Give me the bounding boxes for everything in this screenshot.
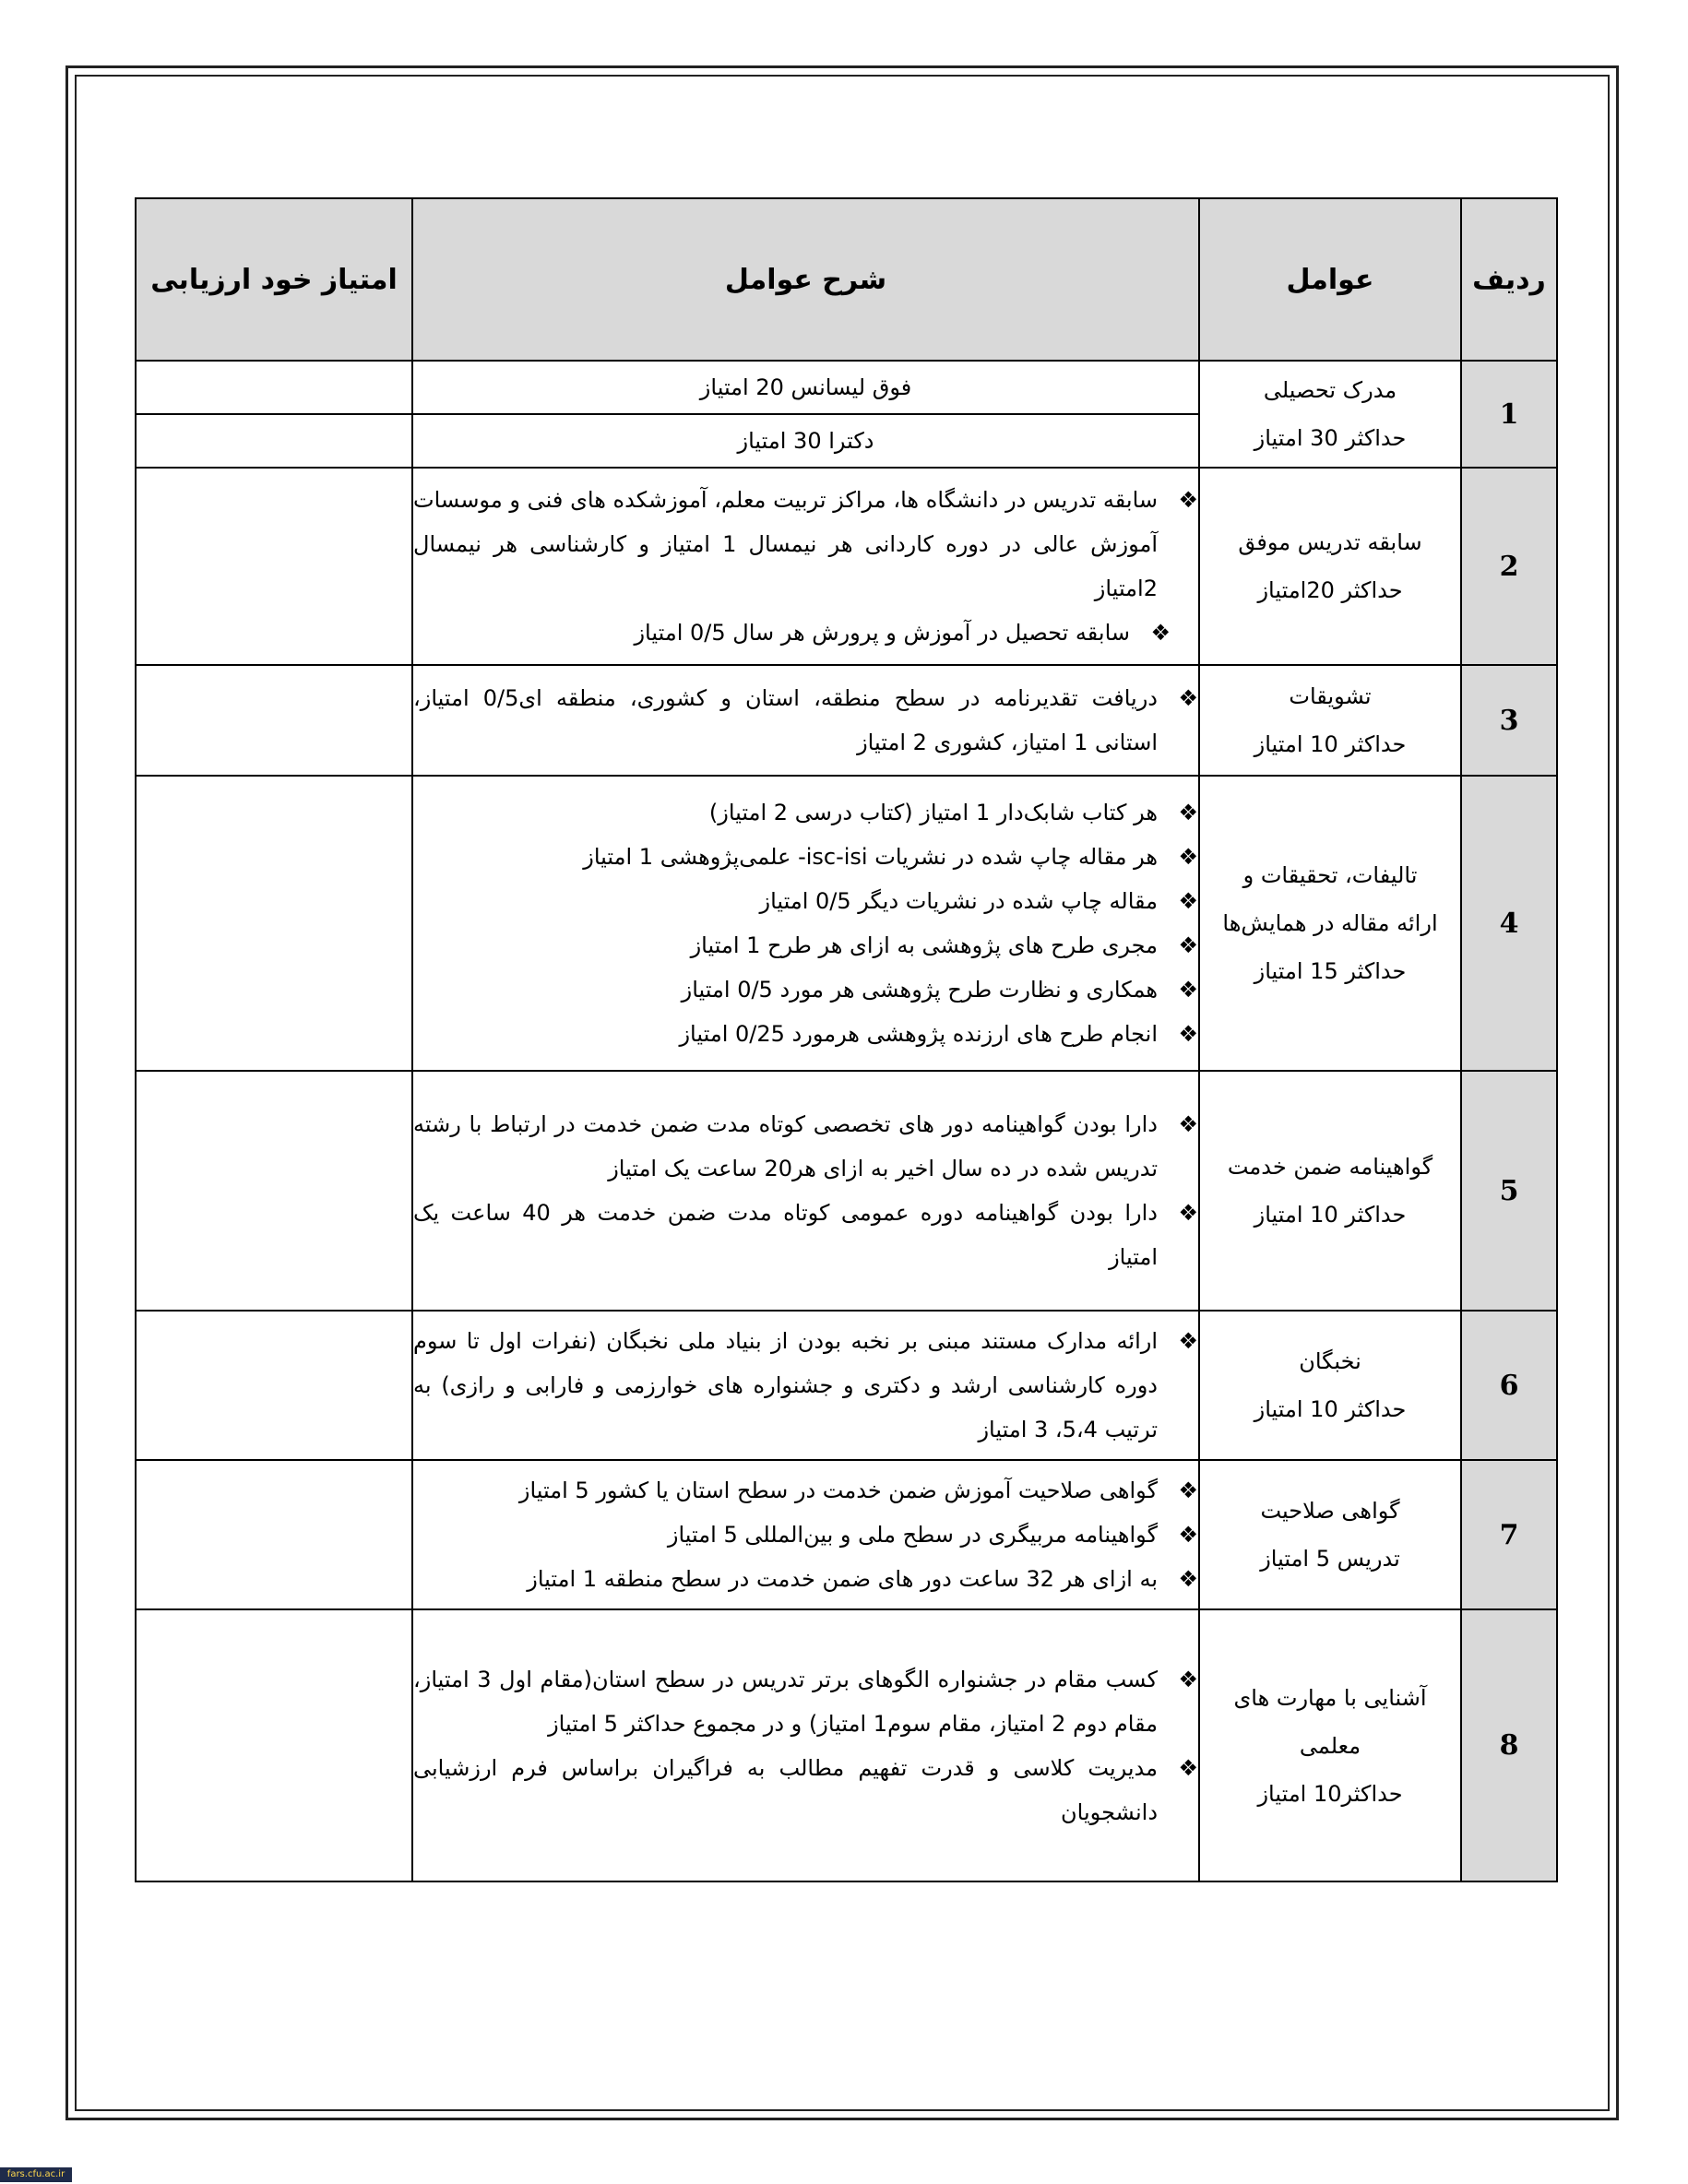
table-row (136, 1609, 1557, 1881)
table-row (136, 468, 1557, 665)
description-text: هر کتاب شابک‌دار 1 امتیاز (کتاب درسی 2 امتیاز) (708, 800, 1158, 825)
description-cell (412, 1460, 1199, 1609)
evaluation-table (135, 197, 1558, 1882)
diamond-bullet-icon: ❖ (1178, 1566, 1198, 1592)
header-factor: عوامل (1199, 198, 1461, 361)
row-number: 6 (1461, 1311, 1557, 1460)
sub-row-description: دکترا 30 امتیاز (412, 414, 1199, 468)
factor-line: تشویقات (1289, 683, 1372, 709)
description-text: دارا بودن گواهینامه دور های تخصصی کوتاه مدت ضمن خدمت در ارتباط با رشته تدریس شده در ده سال اخیر به ازای هر20 ساعت یک امتیاز (413, 1111, 1158, 1181)
description-cell (412, 1311, 1199, 1460)
description-cell (412, 1609, 1199, 1881)
factor-line: ارائه مقاله در همایش‌ها (1222, 910, 1438, 936)
description-item (413, 835, 1198, 879)
description-cell (412, 468, 1199, 665)
description-item (413, 1012, 1198, 1056)
description-list (413, 1319, 1198, 1452)
factor-line: حداکثر 30 امتیاز (1254, 425, 1407, 451)
description-text: ارائه مدارک مستند مبنی بر نخبه بودن از بنیاد ملی نخبگان (نفرات اول تا سوم دوره کارشناسی ارشد و دکتری و جشنواره های خوارزمی و فارابی و رازی) به ترتیب 5،4، 3 امتیاز (413, 1328, 1158, 1442)
diamond-bullet-icon: ❖ (1178, 844, 1198, 870)
table-row (136, 1311, 1557, 1460)
description-text: انجام طرح های ارزنده پژوهشی هرمورد 0/25 امتیاز (679, 1021, 1158, 1047)
self-score-cell[interactable] (136, 1071, 412, 1311)
description-list (413, 1102, 1198, 1279)
description-item (413, 879, 1198, 923)
self-score-cell[interactable] (136, 776, 412, 1071)
description-text: مقاله چاپ شده در نشریات دیگر 0/5 امتیاز (759, 888, 1158, 914)
description-cell (412, 776, 1199, 1071)
diamond-bullet-icon: ❖ (1178, 1111, 1198, 1137)
factor-line: حداکثر 10 امتیاز (1254, 1396, 1407, 1422)
diamond-bullet-icon: ❖ (1178, 1666, 1198, 1692)
self-score-cell[interactable] (136, 1460, 412, 1609)
description-item (413, 1557, 1198, 1601)
factor-cell (1199, 1311, 1461, 1460)
description-text: مدیریت کلاسی و قدرت تفهیم مطالب به فراگیران براساس فرم ارزشیابی دانشجویان (413, 1754, 1158, 1825)
description-item (413, 478, 1198, 611)
description-item (413, 1513, 1198, 1557)
factor-line: گواهی صلاحیت (1260, 1498, 1400, 1524)
description-item (413, 923, 1198, 967)
diamond-bullet-icon: ❖ (1150, 620, 1171, 646)
description-item (413, 1191, 1198, 1279)
diamond-bullet-icon: ❖ (1178, 1478, 1198, 1503)
header-description: شرح عوامل (412, 198, 1199, 361)
description-text: دریافت تقدیرنامه در سطح منطقه، استان و کشوری، منطقه ای0/5 امتیاز، استانی 1 امتیاز، کشوری 2 امتیاز (413, 685, 1158, 755)
factor-cell (1199, 1071, 1461, 1311)
row-number: 5 (1461, 1071, 1557, 1311)
description-item (413, 790, 1198, 835)
self-score-cell[interactable] (136, 1609, 412, 1881)
factor-line: حداکثر 10 امتیاز (1254, 731, 1407, 757)
factor-line: حداکثر 15 امتیاز (1254, 958, 1407, 984)
self-score-cell[interactable] (136, 361, 412, 414)
self-score-cell[interactable] (136, 665, 412, 776)
description-list (413, 790, 1198, 1056)
table-row (136, 776, 1557, 1071)
factor-line: گواهینامه ضمن خدمت (1227, 1154, 1433, 1180)
factor-cell (1199, 1609, 1461, 1881)
description-item (413, 1319, 1198, 1452)
table-header-row (136, 198, 1557, 361)
self-score-cell[interactable] (136, 1311, 412, 1460)
description-text: دارا بودن گواهینامه دوره عمومی کوتاه مدت ضمن خدمت هر 40 ساعت یک امتیاز (413, 1200, 1158, 1270)
row-number: 2 (1461, 468, 1557, 665)
diamond-bullet-icon: ❖ (1178, 1754, 1198, 1781)
description-text: هر مقاله چاپ شده در نشریات isc-isi- علمی‌پژوهشی 1 امتیاز (583, 844, 1158, 870)
table-row (136, 361, 1557, 414)
factor-line: تدریس 5 امتیاز (1260, 1546, 1400, 1572)
description-text: مجری طرح های پژوهشی به ازای هر طرح 1 امتیاز (690, 932, 1158, 958)
description-text: به ازای هر 32 ساعت دور های ضمن خدمت در سطح منطقه 1 امتیاز (527, 1566, 1158, 1592)
description-text: گواهینامه مربیگری در سطح ملی و بین‌المللی 5 امتیاز (667, 1522, 1158, 1548)
description-item (413, 1746, 1198, 1834)
footer-logo: fars.cfu.ac.ir (0, 2167, 72, 2182)
description-text: همکاری و نظارت طرح پژوهشی هر مورد 0/5 امتیاز (681, 977, 1158, 1003)
description-cell (412, 665, 1199, 776)
diamond-bullet-icon: ❖ (1178, 1522, 1198, 1548)
factor-cell (1199, 665, 1461, 776)
row-number: 4 (1461, 776, 1557, 1071)
header-radif: ردیف (1461, 198, 1557, 361)
diamond-bullet-icon: ❖ (1178, 888, 1198, 914)
diamond-bullet-icon: ❖ (1178, 1200, 1198, 1226)
diamond-bullet-icon: ❖ (1178, 977, 1198, 1003)
description-list (413, 1657, 1198, 1834)
sub-row-description: فوق لیسانس 20 امتیاز (412, 361, 1199, 414)
diamond-bullet-icon: ❖ (1178, 800, 1198, 825)
description-item (413, 611, 1198, 655)
description-item (413, 1102, 1198, 1191)
description-item (413, 967, 1198, 1012)
row-number: 3 (1461, 665, 1557, 776)
description-text: سابقه تحصیل در آموزش و پرورش هر سال 0/5 امتیاز (634, 620, 1130, 646)
diamond-bullet-icon: ❖ (1178, 1328, 1198, 1354)
factor-cell (1199, 468, 1461, 665)
description-text: کسب مقام در جشنواره الگوهای برتر تدریس در سطح استان(مقام اول 3 امتیاز، مقام دوم 2 امتیاز، مقام سوم1 امتیاز) و در مجموع حداکثر 5 امتیاز (413, 1666, 1158, 1737)
factor-line: مدرک تحصیلی (1263, 377, 1397, 403)
factor-cell (1199, 1460, 1461, 1609)
description-text: سابقه تدریس در دانشگاه ها، مراکز تربیت معلم، آموزشکده های فنی و موسسات آموزش عالی در دوره کاردانی هر نیمسال 1 امتیاز و کارشناسی هر نیمسال 2امتیاز (413, 487, 1158, 601)
row-number: 7 (1461, 1460, 1557, 1609)
self-score-cell[interactable] (136, 468, 412, 665)
diamond-bullet-icon: ❖ (1178, 487, 1198, 513)
factor-line: معلمی (1299, 1732, 1361, 1759)
table-row (136, 665, 1557, 776)
table-row (136, 1071, 1557, 1311)
diamond-bullet-icon: ❖ (1178, 685, 1198, 711)
description-item (413, 1657, 1198, 1746)
diamond-bullet-icon: ❖ (1178, 932, 1198, 958)
factor-line: نخبگان (1299, 1348, 1361, 1374)
row-number: 1 (1461, 361, 1557, 468)
description-item (413, 1468, 1198, 1513)
factor-line: حداکثر10 امتیاز (1257, 1780, 1403, 1807)
factor-line: آشنایی با مهارت های (1233, 1684, 1427, 1711)
factor-line: حداکثر 20امتیاز (1257, 577, 1403, 603)
description-list (413, 676, 1198, 765)
diamond-bullet-icon: ❖ (1178, 1021, 1198, 1047)
header-self-score: امتیاز خود ارزیابی (136, 198, 412, 361)
factor-line: حداکثر 10 امتیاز (1254, 1202, 1407, 1228)
description-item (413, 676, 1198, 765)
description-text: گواهی صلاحیت آموزش ضمن خدمت در سطح استان یا کشور 5 امتیاز (518, 1478, 1158, 1503)
factor-cell (1199, 776, 1461, 1071)
factor-line: تالیفات، تحقیقات و (1242, 862, 1418, 888)
description-cell (412, 1071, 1199, 1311)
description-list (413, 478, 1198, 655)
table-row (136, 1460, 1557, 1609)
factor-line: سابقه تدریس موفق (1238, 529, 1422, 555)
self-score-cell[interactable] (136, 414, 412, 468)
factor-cell (1199, 361, 1461, 468)
row-number: 8 (1461, 1609, 1557, 1881)
description-list (413, 1468, 1198, 1601)
